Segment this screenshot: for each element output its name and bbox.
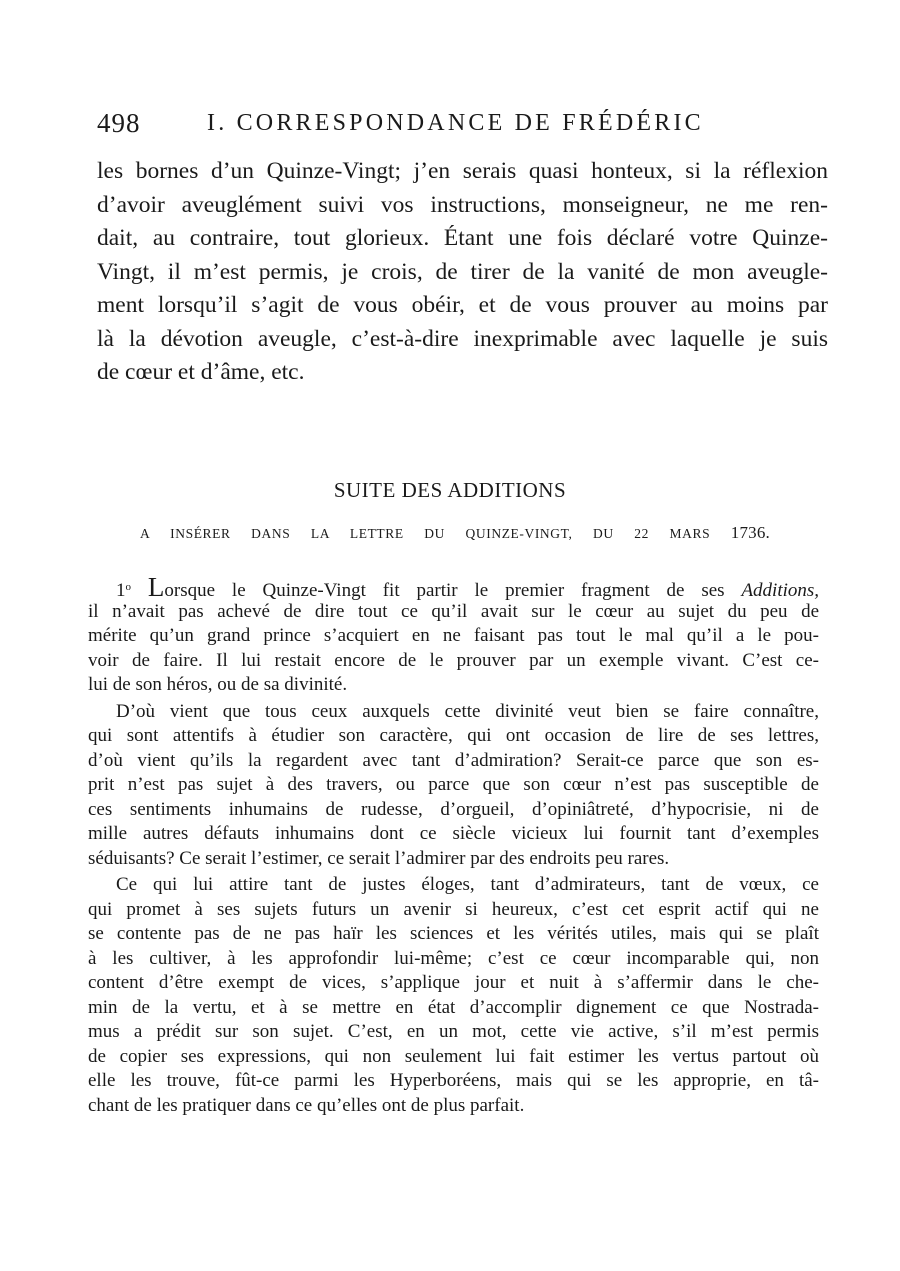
text-line: dait, au contraire, tout glorieux. Étant une fois déclaré votre Quinze- — [97, 225, 828, 251]
text-line: prit n’est pas sujet à des travers, ou parce que son cœur n’est pas susceptible de — [88, 774, 819, 795]
text-line: il n’avait pas achevé de dire tout ce qu’il avait sur le cœur au sujet du peu de — [88, 600, 819, 622]
text-line: voir de faire. Il lui restait encore de le prouver par un exemple vivant. C’est ce- — [88, 649, 819, 671]
paragraph-number-superscript: o — [125, 581, 131, 593]
paragraph-number: 1 — [116, 580, 126, 601]
text-line: ment lorsqu’il s’agit de vous obéir, et de vous prouver au moins par — [97, 292, 828, 318]
text-line: séduisants? Ce serait l’estimer, ce serait l’admirer par des endroits peu rares. — [88, 847, 670, 869]
section-title: SUITE DES ADDITIONS — [333, 478, 567, 502]
text-line: mille autres défauts inhumains dont ce siècle vicieux lui fournit tant d’exemples — [88, 823, 819, 844]
section-subtitle — [140, 523, 770, 543]
text-line: D’où vient que tous ceux auxquels cette divinité veut bien se faire connaître, — [116, 700, 819, 722]
text-line: content d’être exempt de vices, s’applique jour et nuit à s’affermir dans le che- — [88, 972, 819, 993]
text-line: de copier ses expressions, qui non seulement lui fait estimer les vertus partout où — [88, 1045, 819, 1067]
text-line: qui promet à ses sujets futurs un avenir si heureux, c’est cet esprit actif qui ne — [88, 898, 819, 920]
text-line: Ce qui lui attire tant de justes éloges, tant d’admirateurs, tant de vœux, ce — [116, 874, 819, 895]
text-line: là la dévotion aveugle, c’est-à-dire inexprimable avec laquelle je suis — [97, 325, 828, 352]
running-title: I. CORRESPONDANCE DE FRÉDÉRIC — [207, 110, 704, 136]
initial-letter: L — [147, 572, 165, 602]
text-line: mérite qu’un grand prince s’acquiert en ne faisant pas tout le mal qu’il a le pou- — [88, 625, 819, 646]
text-line: d’avoir aveuglément suivi vos instructions, monseigneur, ne me ren- — [97, 191, 828, 218]
italic-title: Additions, — [741, 580, 820, 601]
text-line: min de la vertu, et à se mettre en état d’accomplir dignement ce que Nostrada- — [88, 996, 819, 1018]
text-line: ces sentiments inhumains de rudesse, d’orgueil, d’opiniâtreté, d’hypocrisie, ni de — [88, 798, 819, 820]
lead-paragraph — [97, 155, 828, 390]
text-line: les bornes d’un Quinze-Vingt; j’en serais quasi honteux, si la réflexion — [97, 158, 828, 184]
running-head — [97, 108, 827, 142]
subtitle-year: 1736. — [730, 523, 770, 542]
text-line: se contente pas de ne pas haïr les sciences et les vérités utiles, mais qui se plaît — [88, 923, 819, 944]
text-line: chant de les pratiquer dans ce qu’elles ont de plus parfait. — [88, 1094, 525, 1116]
text-line: lui de son héros, ou de sa divinité. — [88, 674, 348, 695]
page-number: 498 — [97, 108, 141, 138]
text-line: elle les trouve, fût-ce parmi les Hyperboréens, mais qui se les approprie, en tâ- — [88, 1070, 819, 1091]
text-line: mus a prédit sur son sujet. C’est, en un mot, cette vie active, s’il m’est permis — [88, 1021, 819, 1042]
body-text — [88, 572, 820, 1118]
text-line: Vingt, il m’est permis, je crois, de tirer de la vanité de mon aveugle- — [97, 258, 828, 285]
first-line-text: orsque le Quinze-Vingt fit partir le premier fragment de ses — [164, 580, 725, 601]
text-line: d’où vient qu’ils la regardent avec tant d’admiration? Serait-ce parce que son es- — [88, 749, 819, 771]
paragraph-1-first-line — [88, 572, 820, 602]
text-line: qui sont attentifs à étudier son caractère, qui ont occasion de lire de ses lettres, — [88, 725, 819, 746]
text-line: à les cultiver, à les approfondir lui-même; c’est ce cœur incomparable qui, non — [88, 947, 819, 969]
text-line: de cœur et d’âme, etc. — [97, 359, 305, 385]
subtitle-caps: A INSÉRER DANS LA LETTRE DU QUINZE-VINGT, DU 22 MARS — [140, 526, 711, 541]
